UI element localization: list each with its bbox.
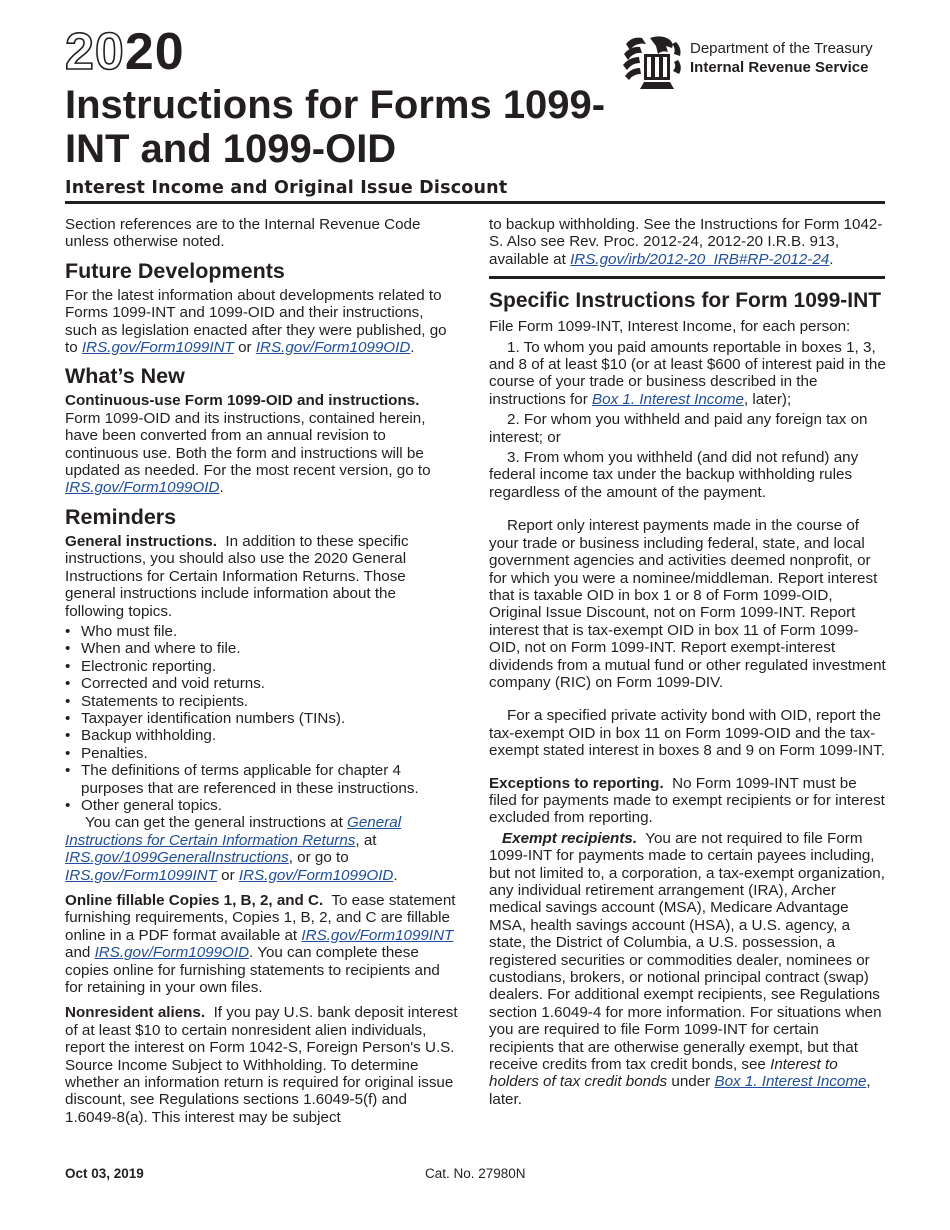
fillable-text: To ease statement furnishing requirements, Copies 1, B, 2, and C are fillable online in a PDF format available at: [65, 892, 456, 944]
section-divider: [489, 276, 885, 279]
list-item: • Backup withholding.: [65, 727, 459, 744]
nonresident-aliens-paragraph: [65, 1004, 459, 1126]
report-paragraph: Report only interest payments made in the course of your trade or business including federal, state, and local government agencies and activities deemed nonprofit, or for which you were a nominee/middleman. Report interest that is taxable OID in box 1 or 8 of Form 1099-OID, Original Issue Discount, not on Form 1099-INT. Report interest that is tax-exempt OID in box 11 of Form 1099-OID, not on Form 1099-INT. Report exempt-interest dividends from a mutual fund or other regulated investment company (RIC) on Form 1099-DIV.: [489, 517, 886, 691]
link-form1099int-3[interactable]: IRS.gov/Form1099INT: [301, 926, 454, 944]
link-form1099oid[interactable]: IRS.gov/Form1099OID: [255, 339, 411, 357]
future-end: .: [410, 339, 415, 357]
tax-year: [65, 23, 185, 81]
file-form-paragraph: File Form 1099-INT, Interest Income, for each person:: [489, 318, 851, 336]
list-item: • Statements to recipients.: [65, 693, 459, 710]
item-2-paragraph: 2. For whom you withheld and paid any foreign tax on interest; or: [489, 411, 868, 446]
list-item: • The definitions of terms applicable for chapter 4 purposes that are referenced in these instructions.: [65, 762, 459, 797]
item1-end: , later);: [743, 390, 792, 408]
irs-name: Internal Revenue Service: [690, 59, 869, 76]
title-divider: [65, 201, 885, 204]
fillable-lead: Online fillable Copies 1, B, 2, and C.: [65, 892, 324, 909]
exceptions-paragraph: [489, 775, 887, 827]
exempt-italic: Interest to holders of tax credit bonds: [489, 1056, 838, 1091]
general-text: In addition to these specific instructions, you should also use the 2020 General Instructions for Certain Information Returns. Those general instructions include information about the following topics.: [65, 532, 409, 620]
catalog-number: Cat. No. 27980N: [425, 1166, 526, 1181]
list-item: • Corrected and void returns.: [65, 675, 459, 692]
private-activity-paragraph: For a specified private activity bond with OID, report the tax-exempt OID in box 11 on Form 1099-OID and the tax-exempt stated interest in boxes 8 and 9 on Form 1099-INT.: [489, 707, 885, 760]
getgeneral-end: .: [393, 866, 398, 884]
future-text: For the latest information about developments related to Forms 1099-INT and 1099-OID and their instructions, such as legislation enacted after they were published, go to: [65, 286, 447, 357]
cont-text: to backup withholding. See the Instructions for Form 1042-S. Also see Rev. Proc. 2012-24, 2012-20 I.R.B. 913, available at: [489, 216, 883, 268]
list-item: • Electronic reporting.: [65, 658, 459, 675]
intro-paragraph: Section references are to the Internal Revenue Code unless otherwise noted.: [65, 216, 421, 251]
right-column: [489, 216, 887, 1116]
general-instructions-paragraph: [65, 533, 459, 620]
link-box1-interest-income[interactable]: Box 1. Interest Income: [592, 390, 744, 408]
cont-end: .: [829, 250, 834, 268]
continuous-lead: Continuous-use Form 1099-OID and instructions.: [65, 392, 420, 410]
getgeneral-at: , at: [355, 831, 377, 849]
link-form1099int-2[interactable]: IRS.gov/Form1099INT: [65, 866, 217, 884]
exempt-recipients-paragraph: [489, 830, 887, 1109]
year-solid: 20: [124, 23, 185, 81]
revision-date: Oct 03, 2019: [65, 1166, 144, 1181]
topics-list: [65, 623, 459, 814]
fillable-and: and: [65, 944, 91, 962]
agency-name: [690, 39, 873, 77]
general-lead: General instructions.: [65, 532, 217, 550]
nonres-text: If you pay U.S. bank deposit interest of at least $10 to certain nonresident alien individuals, report the interest on Form 1042-S, Foreign Person's U.S. Source Income Subject to Withholding. To determine whether an information return is required for original issue discount, see Regulations sections 1.6049-5(f) and 1.6049-8(a). This interest may be subject: [65, 1004, 458, 1126]
getgeneral-or: or: [221, 866, 235, 884]
getgeneral-text: You can get the general instructions at: [85, 814, 343, 832]
getgeneral-goto: , or go to: [288, 849, 349, 867]
list-item: • Other general topics.: [65, 797, 459, 814]
exempt-under: under: [671, 1073, 711, 1091]
list-item: • When and where to file.: [65, 640, 459, 657]
exempt-text: You are not required to file Form 1099-INT for payments made to certain payees including, but not limited to, a corporation, a tax-exempt organization, any individual retirement arrangement (IRA), Archer medical savings account (MSA), Medicare Advantage MSA, health savings account (HSA), a U.S. agency, a state, the District of Columbia, a U.S. possession, a registered securities or commodities dealer, nominees or custodians, brokers, or notional principal contract (swap) dealers. For additional exempt recipients, see Regulations section 1.6049-4 for more information. For situations when you are required to file Form 1099-INT for certain recipients that are otherwise generally exempt, but that receive credits from tax credit bonds, see: [489, 829, 885, 1074]
whats-new-heading: What’s New: [65, 364, 185, 389]
link-box1-interest-income-2[interactable]: Box 1. Interest Income: [714, 1073, 867, 1091]
continuous-use-paragraph: [65, 392, 459, 496]
link-1099-general-instructions[interactable]: IRS.gov/1099GeneralInstructions: [65, 849, 289, 867]
page-title: Instructions for Forms 1099-INT and 1099-OID: [65, 83, 606, 171]
backup-withholding-continuation: [489, 216, 887, 268]
exceptions-lead: Exceptions to reporting.: [489, 774, 664, 792]
link-form1099oid-2[interactable]: IRS.gov/Form1099OID: [65, 479, 220, 497]
fillable-end: . You can complete these copies online for furnishing statements to recipients and for retaining in your own files.: [65, 944, 440, 997]
link-form1099oid-3[interactable]: IRS.gov/Form1099OID: [238, 866, 394, 884]
exempt-end: , later.: [489, 1073, 871, 1108]
link-form1099int[interactable]: IRS.gov/Form1099INT: [81, 339, 234, 357]
link-general-instructions[interactable]: General Instructions for Certain Information Returns: [65, 814, 402, 849]
link-rev-proc-2012-24[interactable]: IRS.gov/irb/2012-20_IRB#RP-2012-24: [570, 250, 830, 268]
item1-text: 1. To whom you paid amounts reportable in boxes 1, 3, and 8 of at least $10 (or at least $600 of interest paid in the course of your trade or business described in the instructions for: [489, 338, 886, 408]
continuous-text: Form 1099-OID and its instructions, contained herein, have been converted from an annual revision to continuous use. Both the form and instructions will be updated as needed. For the most recent version, go to: [65, 409, 431, 480]
item-3-paragraph: 3. From whom you withheld (and did not refund) any federal income tax under the backup withholding rules regardless of the amount of the payment.: [489, 449, 859, 501]
nonres-lead: Nonresident aliens.: [65, 1004, 206, 1022]
year-outline: 20: [65, 23, 125, 81]
exceptions-text: No Form 1099-INT must be filed for payments made to exempt recipients or for interest excluded from reporting.: [489, 774, 885, 827]
item-1-paragraph: [489, 339, 887, 409]
reminders-heading: Reminders: [65, 504, 177, 529]
future-developments-heading: Future Developments: [65, 258, 285, 283]
continuous-end: .: [219, 479, 224, 497]
get-general-paragraph: [65, 814, 459, 884]
future-developments-paragraph: [65, 287, 459, 357]
agency-block: [622, 34, 922, 90]
list-item: • Taxpayer identification numbers (TINs).: [65, 710, 459, 727]
exempt-lead: Exempt recipients.: [502, 829, 638, 847]
page-subtitle: Interest Income and Original Issue Discount: [65, 178, 508, 198]
online-fillable-paragraph: [65, 892, 459, 996]
link-form1099oid-4[interactable]: IRS.gov/Form1099OID: [94, 944, 250, 962]
irs-eagle-logo-icon: [622, 34, 684, 90]
specific-instructions-heading: Specific Instructions for Form 1099-INT: [489, 289, 882, 313]
department-name: Department of the Treasury: [690, 40, 873, 57]
future-or: or: [238, 339, 252, 357]
list-item: • Penalties.: [65, 745, 459, 762]
left-column: [65, 216, 459, 1134]
list-item: • Who must file.: [65, 623, 459, 640]
